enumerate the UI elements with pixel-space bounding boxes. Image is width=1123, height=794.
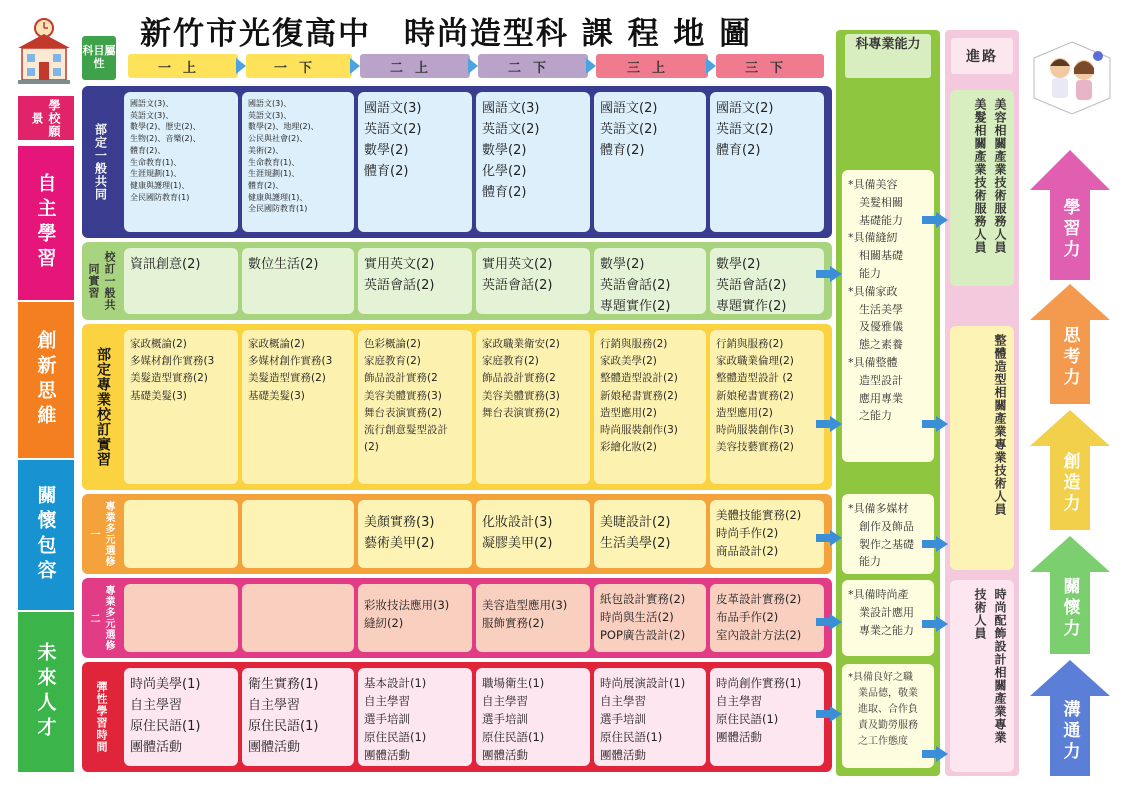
course-line: 多媒材創作實務(3	[130, 355, 215, 368]
right-arrow-icon	[922, 746, 948, 762]
ability-arrow	[1030, 660, 1110, 776]
course-line: 原住民語(1)	[482, 730, 545, 744]
grade-arrow-icon	[586, 58, 596, 74]
row-label: 彈性學習時間	[95, 681, 108, 753]
course-line: 家政概論(2)	[248, 338, 305, 350]
ability-label: 創造力	[1059, 451, 1080, 515]
career-path-line: 整體造型相關產業專業技術人員	[993, 334, 1007, 516]
course-line: 體育(2)	[600, 143, 645, 158]
course-cell	[242, 92, 354, 232]
row-label: 校訂一般共同實習	[87, 251, 116, 311]
course-cell	[710, 330, 824, 484]
vision-item-3: 關懷包容	[18, 460, 74, 610]
course-line: 美顏實務(3)	[364, 515, 435, 530]
course-line: 整體造型設計(2)	[600, 372, 678, 385]
course-cell	[242, 330, 354, 484]
course-line: 化妝設計(3)	[482, 515, 553, 530]
ability-arrow	[1030, 536, 1110, 654]
course-cell	[594, 668, 706, 766]
course-line: 流行創意髮型設計	[364, 424, 448, 437]
competency-line: 專業之能力	[848, 623, 914, 637]
course-line: 體育(2)	[364, 164, 409, 179]
course-line: 行銷與服務(2)	[716, 338, 784, 350]
course-line: 國語文(2)	[716, 101, 774, 116]
course-cell	[710, 668, 824, 766]
course-line: 飾品設計實務(2	[482, 372, 556, 385]
course-line: 團體活動	[716, 730, 762, 744]
course-cell	[242, 584, 354, 652]
course-line: 專題實作(2)	[716, 299, 787, 314]
course-cell	[476, 248, 590, 314]
grade-arrow-icon	[468, 58, 478, 74]
course-line: 團體活動	[364, 748, 410, 762]
course-cell	[124, 500, 238, 568]
career-path-box	[950, 90, 1014, 286]
course-line: 選手培訓	[482, 712, 528, 726]
grade-arrow-icon	[236, 58, 246, 74]
course-cell	[242, 248, 354, 314]
course-cell	[710, 500, 824, 568]
course-line: 家庭教育(2)	[364, 355, 421, 368]
course-line: 原住民語(1)	[600, 730, 663, 744]
course-line: 美髮造型實務(2)	[248, 372, 326, 385]
course-line: 體育(2)、	[130, 145, 166, 155]
competency-box	[842, 170, 934, 462]
grade-tab-1: 一上	[128, 54, 238, 78]
course-line: 時尚服裝創作(3)	[716, 424, 794, 437]
row-label: 部定一般共同	[93, 123, 108, 201]
course-cell	[594, 584, 706, 652]
course-cell	[358, 584, 472, 652]
course-line: 實用英文(2)	[364, 257, 435, 272]
course-line: 國語文(2)	[600, 101, 658, 116]
student-mascot-icon	[1032, 40, 1112, 116]
course-line: 自主學習	[600, 694, 646, 708]
course-cell	[124, 584, 238, 652]
right-arrow-icon	[816, 416, 842, 432]
course-line: 團體活動	[248, 740, 301, 755]
course-cell	[594, 248, 706, 314]
right-arrow-icon	[816, 614, 842, 630]
course-line: 選手培訓	[364, 712, 410, 726]
course-line: 團體活動	[482, 748, 528, 762]
course-line: 英語文(2)	[600, 122, 658, 137]
right-arrow-icon	[816, 706, 842, 722]
course-cell	[242, 668, 354, 766]
competency-line: 應用專業	[848, 391, 903, 405]
course-line: 英語文(2)	[716, 122, 774, 137]
school-building-icon	[14, 14, 74, 90]
right-arrow-icon	[922, 616, 948, 632]
course-line: 體育(2)、	[248, 180, 284, 190]
career-path-line: 時尚配飾設計相關產業專業	[993, 588, 1007, 744]
course-line: 衛生實務(1)	[248, 677, 319, 692]
ability-arrow	[1030, 150, 1110, 280]
competency-line: 製作之基礎	[848, 537, 914, 551]
course-cell	[476, 92, 590, 232]
course-line: POP廣告設計(2)	[600, 628, 686, 642]
course-line: 體育(2)	[482, 185, 527, 200]
course-line: 體育(2)	[716, 143, 761, 158]
competency-line: 及優雅儀	[848, 320, 903, 334]
grade-tab-3: 二上	[360, 54, 470, 78]
ability-label: 溝通力	[1059, 699, 1080, 763]
course-line: 生物(2)、音樂(2)、	[130, 134, 201, 144]
course-cell	[476, 584, 590, 652]
course-line: 英語會話(2)	[482, 278, 553, 293]
course-line: 時尚美學(1)	[130, 677, 201, 692]
course-line: 生命教育(1)、	[130, 157, 182, 167]
vision-item-4: 未來人才	[18, 612, 74, 772]
competency-line: 之工作態度	[848, 736, 908, 747]
grade-tab-6: 三下	[716, 54, 824, 78]
course-line: 家政職業衛安(2)	[482, 338, 560, 350]
course-line: 數學(2)	[364, 143, 409, 158]
course-line: 家政美學(2)	[600, 355, 657, 368]
row-label: 專業多元選修一	[88, 501, 114, 567]
course-line: 自主學習	[130, 698, 183, 713]
course-line: 美術(2)、	[248, 145, 284, 155]
career-path-line: 美容相關產業技術服務人員	[993, 98, 1007, 254]
ability-label: 關懷力	[1059, 576, 1080, 640]
course-line: 家庭教育(2)	[482, 355, 539, 368]
course-line: 數學(2)	[600, 257, 645, 272]
course-line: 生涯規劃(1)、	[130, 169, 182, 179]
course-line: 數學(2)、歷史(2)、	[130, 122, 201, 132]
career-path-box	[950, 326, 1014, 570]
course-cell	[476, 330, 590, 484]
course-line: 生涯規劃(1)、	[248, 169, 300, 179]
ability-label: 學習力	[1059, 197, 1080, 261]
competency-line: 之能力	[848, 409, 892, 423]
course-line: 英語會話(2)	[716, 278, 787, 293]
course-line: 英語會話(2)	[364, 278, 435, 293]
course-line: 化學(2)	[482, 164, 527, 179]
course-line: 自主學習	[716, 694, 762, 708]
competency-line: *具備整體	[848, 355, 898, 369]
course-cell	[476, 500, 590, 568]
course-line: 彩繪化妝(2)	[600, 441, 657, 454]
course-line: 自主學習	[248, 698, 301, 713]
course-line: 英語文(2)	[364, 122, 422, 137]
course-line: 縫紉(2)	[364, 616, 404, 630]
page-title: 新竹市光復高中 時尚造型科 課 程 地 圖	[140, 16, 753, 52]
competency-line: 造型設計	[848, 373, 903, 387]
course-line: 全民國防教育(1)	[130, 192, 190, 202]
competency-line: 業設計應用	[848, 605, 914, 619]
course-line: 全民國防教育(1)	[248, 204, 308, 214]
course-line: 室內設計方法(2)	[716, 628, 802, 642]
course-line: 皮革設計實務(2)	[716, 592, 802, 606]
course-line: 原住民語(1)	[364, 730, 427, 744]
course-line: 藝術美甲(2)	[364, 536, 435, 551]
career-path-line: 技術人員	[973, 588, 987, 640]
course-line: 美容造型應用(3)	[482, 598, 568, 612]
competency-line: 進取、合作負	[848, 704, 918, 715]
course-line: 凝膠美甲(2)	[482, 536, 553, 551]
course-cell	[358, 500, 472, 568]
competency-line: *具備時尚產	[848, 588, 909, 601]
course-line: 基本設計(1)	[364, 676, 427, 690]
grade-arrow-icon	[706, 58, 716, 74]
course-cell	[358, 330, 472, 484]
course-cell	[594, 92, 706, 232]
course-line: 美容美體實務(3)	[482, 389, 560, 402]
course-line: 英語會話(2)	[600, 278, 671, 293]
course-line: 團體活動	[130, 740, 183, 755]
course-line: 團體活動	[600, 748, 646, 762]
career-path-line: 美髮相關產業技術服務人員	[973, 98, 987, 254]
course-line: 英語文(3)、	[130, 110, 174, 120]
right-arrow-icon	[922, 416, 948, 432]
vision-item-1: 自主學習	[18, 146, 74, 300]
course-line: 職場衛生(1)	[482, 676, 545, 690]
subject-attribute-header: 科目屬性	[82, 36, 116, 80]
course-line: 時尚展演設計(1)	[600, 676, 686, 690]
course-line: 原住民語(1)	[130, 719, 201, 734]
course-line: 家政概論(2)	[130, 338, 187, 350]
vision-item-2: 創新思維	[18, 302, 74, 458]
course-line: 服飾實務(2)	[482, 616, 545, 630]
course-line: (2)	[364, 441, 379, 454]
competency-line: 責及勤勞服務	[848, 720, 918, 731]
right-arrow-icon	[922, 212, 948, 228]
row-label: 專業多元選修二	[88, 585, 114, 651]
competency-line: 生活美學	[848, 302, 903, 316]
grade-tab-5: 三上	[596, 54, 708, 78]
course-line: 飾品設計實務(2	[364, 372, 438, 385]
course-line: 商品設計(2)	[716, 544, 779, 558]
course-line: 布品手作(2)	[716, 610, 779, 624]
course-line: 資訊創意(2)	[130, 257, 201, 272]
course-line: 美體技能實務(2)	[716, 508, 802, 522]
course-line: 基礎美髮(3)	[130, 389, 187, 402]
grade-tab-4: 二下	[478, 54, 588, 78]
grade-tab-2: 一下	[246, 54, 352, 78]
course-line: 國語文(3)、	[248, 99, 292, 108]
course-line: 美容技藝實務(2)	[716, 441, 794, 454]
course-line: 自主學習	[482, 694, 528, 708]
right-arrow-icon	[816, 530, 842, 546]
course-line: 國語文(3)	[482, 101, 540, 116]
course-line: 色彩概論(2)	[364, 338, 421, 350]
course-line: 彩妝技法應用(3)	[364, 598, 450, 612]
course-line: 造型應用(2)	[600, 406, 657, 419]
competency-line: *具備家政	[848, 284, 898, 298]
vision-header: 學校願景	[18, 96, 74, 140]
course-line: 舞台表演實務(2)	[482, 406, 560, 419]
course-line: 國語文(3)、	[130, 99, 174, 108]
course-line: 健康與護理(1)、	[248, 192, 308, 202]
course-line: 公民與社會(2)、	[248, 134, 308, 144]
right-arrow-icon	[816, 266, 842, 282]
course-line: 舞台表演實務(2)	[364, 406, 442, 419]
course-line: 時尚手作(2)	[716, 526, 779, 540]
competency-line: 能力	[848, 555, 881, 569]
course-line: 數學(2)	[482, 143, 527, 158]
course-cell	[124, 330, 238, 484]
course-line: 多媒材創作實務(3	[248, 355, 333, 368]
course-line: 造型應用(2)	[716, 406, 773, 419]
course-line: 美髮造型實務(2)	[130, 372, 208, 385]
course-line: 時尚與生活(2)	[600, 610, 674, 624]
competency-line: 基礎能力	[848, 213, 903, 227]
competency-line: 美髮相關	[848, 195, 903, 209]
course-line: 選手培訓	[600, 712, 646, 726]
competency-box	[842, 580, 934, 656]
course-cell	[242, 500, 354, 568]
course-line: 原住民語(1)	[248, 719, 319, 734]
course-line: 紙包設計實務(2)	[600, 592, 686, 606]
course-line: 美睫設計(2)	[600, 515, 671, 530]
competency-line: *具備美容	[848, 178, 898, 191]
course-line: 英語文(2)	[482, 122, 540, 137]
course-cell	[594, 330, 706, 484]
course-cell	[124, 668, 238, 766]
competency-line: *具備多媒材	[848, 502, 909, 515]
course-line: 原住民語(1)	[716, 712, 779, 726]
competency-header: 科專業能力	[845, 34, 931, 78]
course-line: 自主學習	[364, 694, 410, 708]
course-line: 家政職業倫理(2)	[716, 355, 794, 368]
competency-box	[842, 494, 934, 574]
course-cell	[358, 248, 472, 314]
course-line: 時尚創作實務(1)	[716, 676, 802, 690]
competency-line: 創作及飾品	[848, 519, 914, 533]
course-line: 時尚服裝創作(3)	[600, 424, 678, 437]
course-line: 整體造型設計 (2	[716, 372, 794, 385]
competency-line: *具備縫紉	[848, 231, 898, 245]
course-cell	[710, 92, 824, 232]
ability-label: 思考力	[1059, 325, 1080, 389]
competency-line: 業品德，敬業	[848, 688, 918, 699]
course-cell	[358, 668, 472, 766]
course-line: 美容美體實務(3)	[364, 389, 442, 402]
competency-line: *具備良好之職	[848, 672, 913, 683]
competency-box	[842, 664, 934, 768]
course-line: 基礎美髮(3)	[248, 389, 305, 402]
grade-arrow-icon	[350, 58, 360, 74]
course-line: 專題實作(2)	[600, 299, 671, 314]
competency-line: 態之素養	[848, 338, 903, 352]
career-path-header: 進路	[951, 38, 1013, 74]
course-line: 生命教育(1)、	[248, 157, 300, 167]
course-cell	[594, 500, 706, 568]
course-line: 國語文(3)	[364, 101, 422, 116]
course-cell	[710, 248, 824, 314]
competency-line: 相關基礎	[848, 249, 903, 263]
course-line: 實用英文(2)	[482, 257, 553, 272]
course-line: 新娘秘書實務(2)	[716, 389, 794, 402]
course-line: 健康與護理(1)、	[130, 180, 190, 190]
course-cell	[710, 584, 824, 652]
career-path-box	[950, 580, 1014, 772]
course-line: 新娘秘書實務(2)	[600, 389, 678, 402]
course-line: 數學(2)	[716, 257, 761, 272]
course-line: 數學(2)、地理(2)、	[248, 122, 319, 132]
course-cell	[358, 92, 472, 232]
ability-arrow	[1030, 284, 1110, 404]
ability-arrow	[1030, 410, 1110, 530]
course-line: 行銷與服務(2)	[600, 338, 668, 350]
course-line: 英語文(3)、	[248, 110, 292, 120]
row-label: 部定專業校訂實習	[95, 347, 111, 467]
course-cell	[476, 668, 590, 766]
right-arrow-icon	[922, 536, 948, 552]
course-cell	[124, 92, 238, 232]
course-line: 數位生活(2)	[248, 257, 319, 272]
competency-line: 能力	[848, 266, 881, 280]
course-line: 生活美學(2)	[600, 536, 671, 551]
course-cell	[124, 248, 238, 314]
